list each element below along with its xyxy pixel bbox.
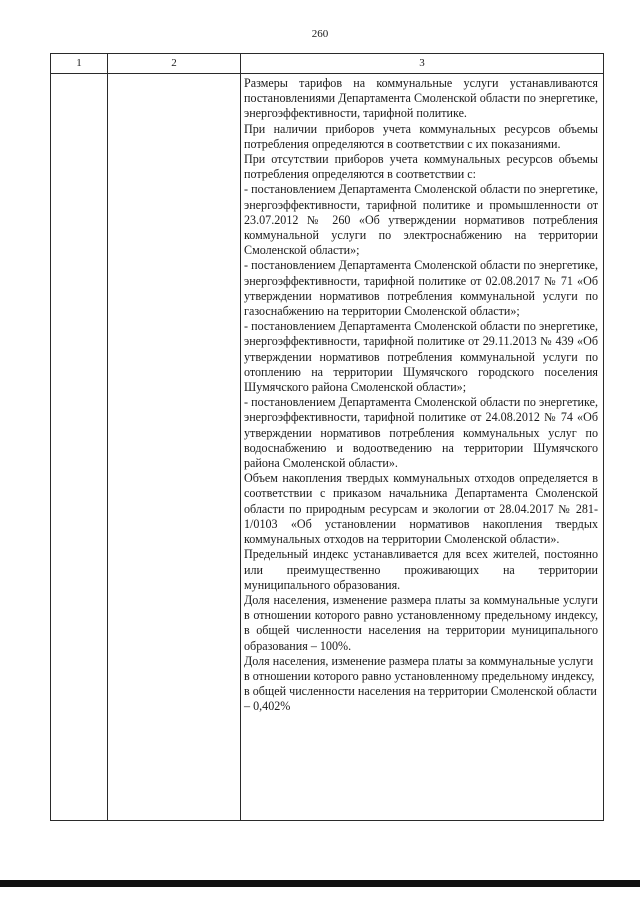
paragraph-population-share-region: Доля населения, изменение размера платы за коммунальные услуги в отношении которого равно установленному предельному индексу, в общей численности населения на территории Смоленской области – 0,402%: [244, 653, 597, 714]
list-item-electricity: - постановлением Департамента Смоленской области по энергетике, энергоэффективности, тарифной политике и промышленности от 23.07.2012 № 260 «Об утверждении нормативов потребления коммунальной услуги по электроснабжению на территории Смоленской области»;: [244, 182, 598, 258]
table-header-row: [51, 54, 603, 74]
list-item-heating: - постановлением Департамента Смоленской области по энергетике, энергоэффективности, тарифной политике от 29.11.2013 № 439 «Об утверждении нормативов потребления коммунальной услуги по отоплению на территории Шумячского городского поселения Шумячского района Смоленской области»;: [244, 319, 598, 395]
paragraph-meters-present: При наличии приборов учета коммунальных ресурсов объемы потребления определяются в соответствии с их показаниями.: [244, 121, 598, 151]
paragraph-tariffs: Размеры тарифов на коммунальные услуги устанавливаются постановлениями Департамента Смоленской области по энергетике, энергоэффективности, тарифной политике.: [244, 76, 598, 121]
paragraph-limit-index: Предельный индекс устанавливается для всех жителей, постоянно или преимущественно проживающих на территории муниципального образования.: [244, 547, 598, 592]
document-table: [50, 53, 604, 821]
paragraph-population-share-municipal: Доля населения, изменение размера платы за коммунальные услуги в отношении которого равно установленному предельному индексу, в общей численности населения на территории муниципального образования – 100%.: [244, 592, 598, 653]
column-header-2: 2: [171, 57, 177, 69]
paragraph-solid-waste: Объем накопления твердых коммунальных отходов определяется в соответствии с приказом начальника Департамента Смоленской области по природным ресурсам и экологии от 28.04.2017 № 281-1/0103 «Об установлении нормативов накопления твердых коммунальных отходов на территории Смоленской области».: [244, 471, 598, 547]
page-number: 260: [311, 28, 329, 40]
column-header-1: 1: [76, 57, 82, 69]
column-divider-2: [240, 54, 241, 820]
paragraph-meters-absent: При отсутствии приборов учета коммунальных ресурсов объемы потребления определяются в соответствии с:: [244, 152, 598, 182]
column-3-content: [244, 76, 598, 715]
list-item-gas: - постановлением Департамента Смоленской области по энергетике, энергоэффективности, тарифной политике от 02.08.2017 № 71 «Об утверждении нормативов потребления коммунальной услуги по газоснабжению на территории Смоленской области»;: [244, 258, 598, 319]
bottom-rule: [0, 880, 640, 887]
column-header-3: 3: [419, 57, 425, 69]
column-divider-1: [107, 54, 108, 820]
list-item-water: - постановлением Департамента Смоленской области по энергетике, энергоэффективности, тарифной политике от 24.08.2012 № 74 «Об утверждении нормативов потребления коммунальных услуг по водоснабжению и водоотведению на территории Шумячского района Смоленской области».: [244, 395, 598, 471]
